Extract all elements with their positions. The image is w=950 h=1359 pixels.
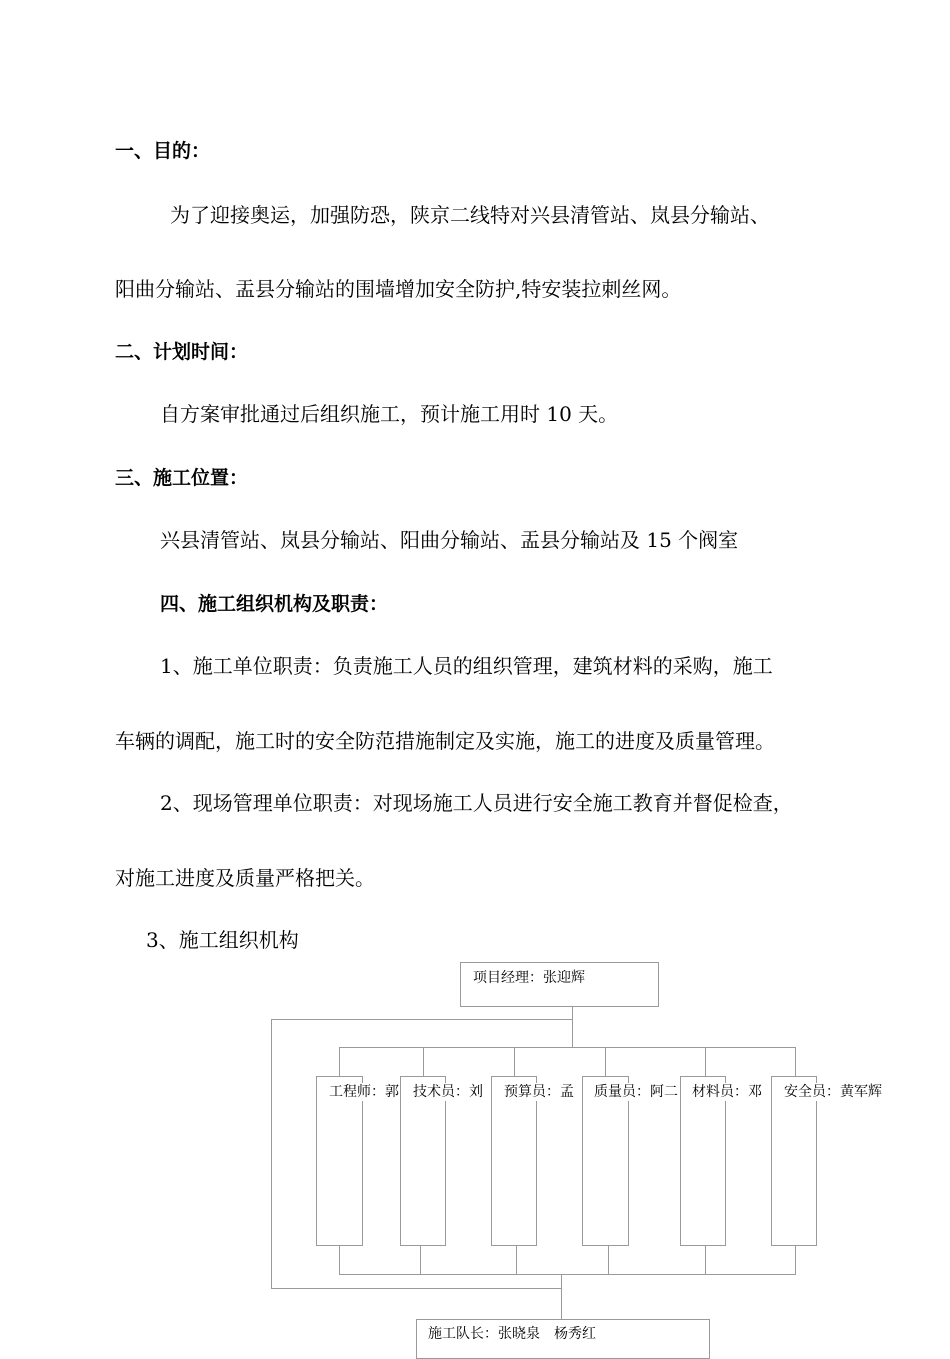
heading-purpose: 一、目的： bbox=[115, 140, 211, 162]
position-label-budget: 预算员：孟 bbox=[504, 1084, 574, 1100]
branch-horizontal bbox=[339, 1047, 795, 1048]
duty-2-line-2: 对施工进度及质量严格把关。 bbox=[115, 866, 375, 890]
position-box-1 bbox=[316, 1076, 363, 1246]
rise-2 bbox=[420, 1246, 421, 1274]
connector-to-team bbox=[561, 1274, 562, 1319]
position-label-quality: 质量员：阿二 bbox=[594, 1084, 678, 1100]
schedule-body: 自方案审批通过后组织施工，预计施工用时 10 天。 bbox=[160, 402, 619, 426]
position-box-4 bbox=[582, 1076, 629, 1246]
manager-box bbox=[460, 962, 659, 1007]
drop-3 bbox=[514, 1047, 515, 1076]
merge-horizontal bbox=[339, 1274, 796, 1275]
location-body: 兴县清管站、岚县分输站、阳曲分输站、盂县分输站及 15 个阀室 bbox=[160, 528, 739, 552]
heading-organization: 四、施工组织机构及职责： bbox=[160, 593, 389, 615]
drop-5 bbox=[705, 1047, 706, 1076]
org-chart-title: 3、施工组织机构 bbox=[146, 928, 299, 952]
manager-label: 项目经理：张迎辉 bbox=[473, 970, 585, 986]
connector-manager-down bbox=[572, 1007, 573, 1019]
rise-3 bbox=[516, 1246, 517, 1274]
position-label-technician: 技术员：刘 bbox=[413, 1084, 483, 1100]
drop-4 bbox=[605, 1047, 606, 1076]
heading-schedule: 二、计划时间： bbox=[115, 341, 249, 363]
purpose-line-2: 阳曲分输站、盂县分输站的围墙增加安全防护,特安装拉刺丝网。 bbox=[115, 277, 682, 301]
drop-6 bbox=[795, 1047, 796, 1076]
connector-to-branch bbox=[572, 1019, 573, 1047]
rise-1 bbox=[339, 1246, 340, 1274]
position-label-materials: 材料员：邓 bbox=[692, 1084, 762, 1100]
rise-5 bbox=[705, 1246, 706, 1274]
rise-6 bbox=[795, 1246, 796, 1274]
drop-1 bbox=[339, 1047, 340, 1076]
connector-bottom-horizontal bbox=[271, 1288, 561, 1289]
duty-1-line-2: 车辆的调配，施工时的安全防范措施制定及实施，施工的进度及质量管理。 bbox=[115, 729, 775, 753]
purpose-line-1: 为了迎接奥运，加强防恐，陕京二线特对兴县清管站、岚县分输站、 bbox=[170, 203, 770, 227]
position-box-5 bbox=[680, 1076, 726, 1246]
duty-1-line-1: 1、施工单位职责：负责施工人员的组织管理，建筑材料的采购，施工 bbox=[160, 654, 773, 678]
position-label-safety: 安全员：黄军辉 bbox=[784, 1084, 882, 1100]
team-leader-label: 施工队长：张晓泉 杨秀红 bbox=[428, 1326, 596, 1342]
position-box-2 bbox=[400, 1076, 446, 1246]
connector-top-horizontal bbox=[271, 1019, 573, 1020]
rise-4 bbox=[608, 1246, 609, 1274]
position-box-3 bbox=[491, 1076, 537, 1246]
heading-location: 三、施工位置： bbox=[115, 467, 249, 489]
team-leader-box bbox=[416, 1319, 710, 1359]
duty-2-line-1: 2、现场管理单位职责：对现场施工人员进行安全施工教育并督促检查， bbox=[160, 791, 793, 815]
position-label-engineer: 工程师：郭 bbox=[329, 1084, 399, 1100]
position-box-6 bbox=[771, 1076, 817, 1246]
connector-left-vertical bbox=[271, 1019, 272, 1289]
drop-2 bbox=[423, 1047, 424, 1076]
